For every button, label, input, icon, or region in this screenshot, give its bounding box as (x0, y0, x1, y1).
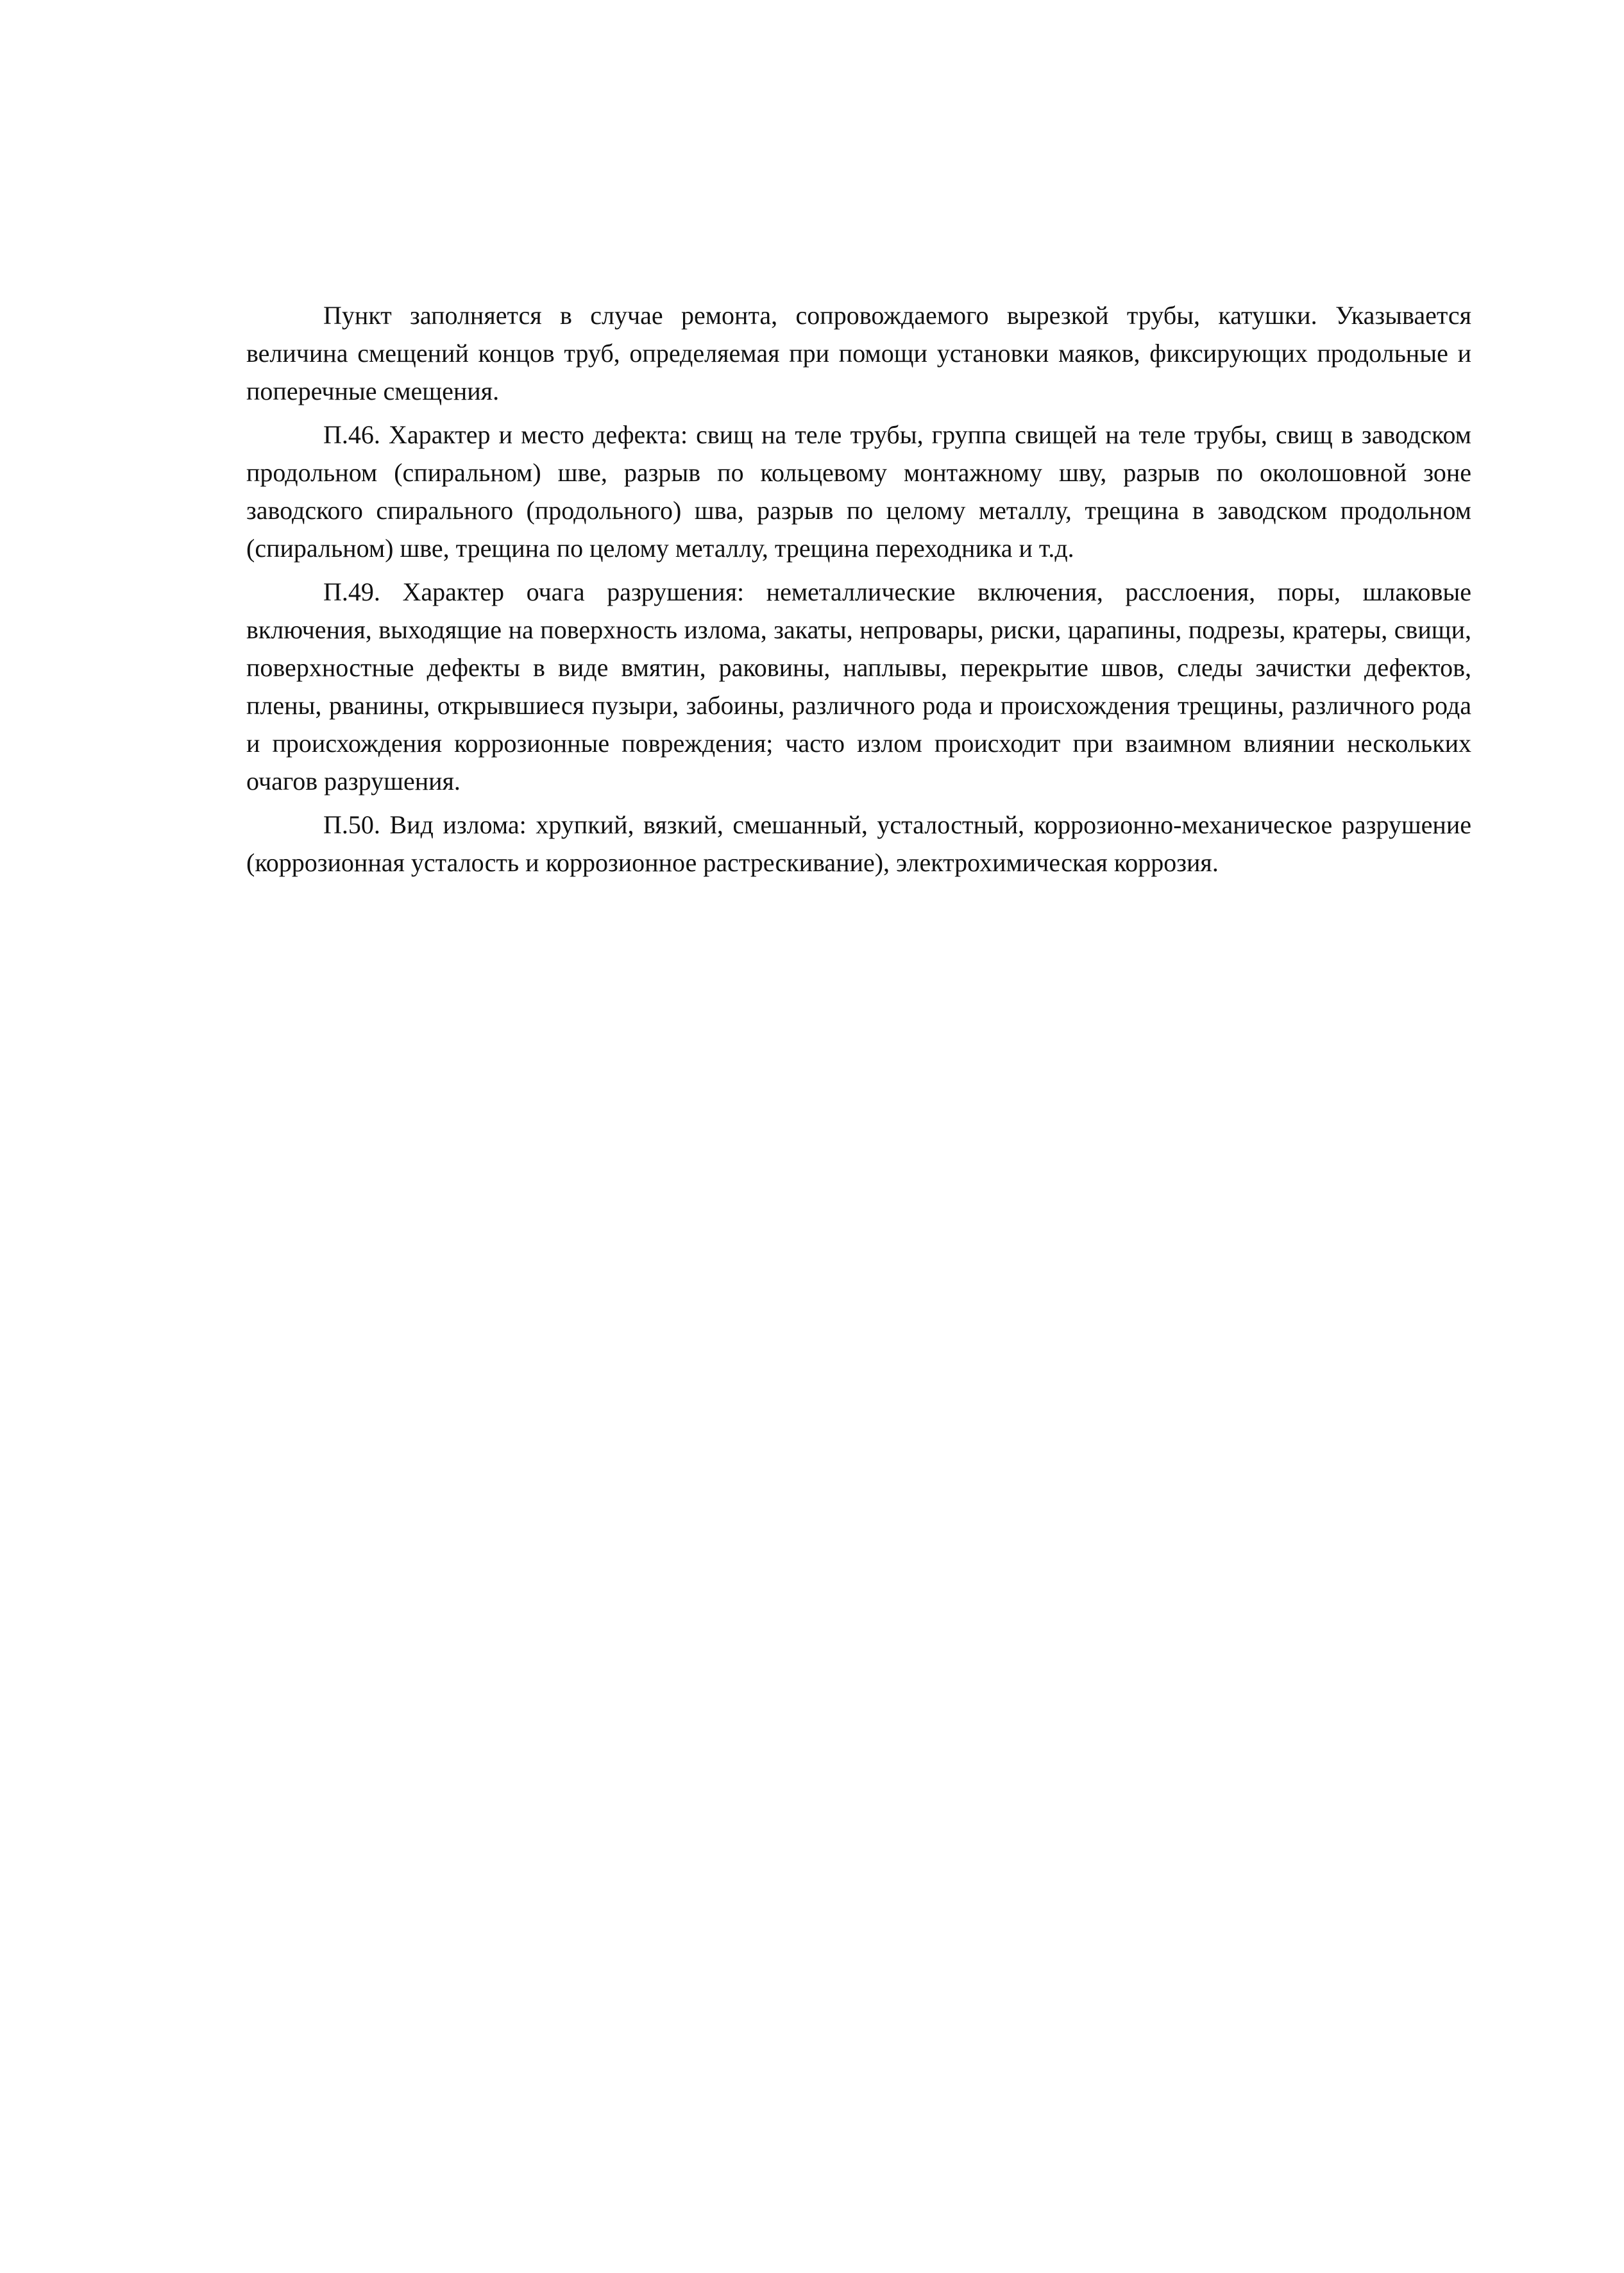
body-text (246, 296, 1471, 881)
paragraph-p50-fracture-type: П.50. Вид излома: хрупкий, вязкий, смешанный, усталостный, коррозионно-механическое разрушение (коррозионная усталость и коррозионное растрескивание), электрохимическая коррозия. (246, 810, 1471, 877)
paragraph-p46-defect: П.46. Характер и место дефекта: свищ на теле трубы, группа свищей на теле трубы, свищ в заводском продольном (спиральном) шве, разрыв по кольцевому монтажному шву, разрыв по околошовной зоне заводского спирального (продольного) шва, разрыв по целому металлу, трещина в заводском продольном (спиральном) шве, трещина по целому металлу, трещина переходника и т.д. (246, 420, 1471, 563)
paragraph-repair-note: Пункт заполняется в случае ремонта, сопровождаемого вырезкой трубы, катушки. Указывается величина смещений концов труб, определяемая при помощи установки маяков, фиксирующих продольные и поперечные смещения. (246, 301, 1471, 405)
paragraph-p49-fracture-origin: П.49. Характер очага разрушения: неметаллические включения, расслоения, поры, шлаковые включения, выходящие на поверхность излома, закаты, непровары, риски, царапины, подрезы, кратеры, свищи, поверхностные дефекты в виде вмятин, раковины, наплывы, перекрытие швов, следы зачистки дефектов, плены, рванины, открывшиеся пузыри, забоины, различного рода и происхождения трещины, различного рода и происхождения коррозионные повреждения; часто излом происходит при взаимном влиянии нескольких очагов разрушения. (246, 577, 1471, 796)
